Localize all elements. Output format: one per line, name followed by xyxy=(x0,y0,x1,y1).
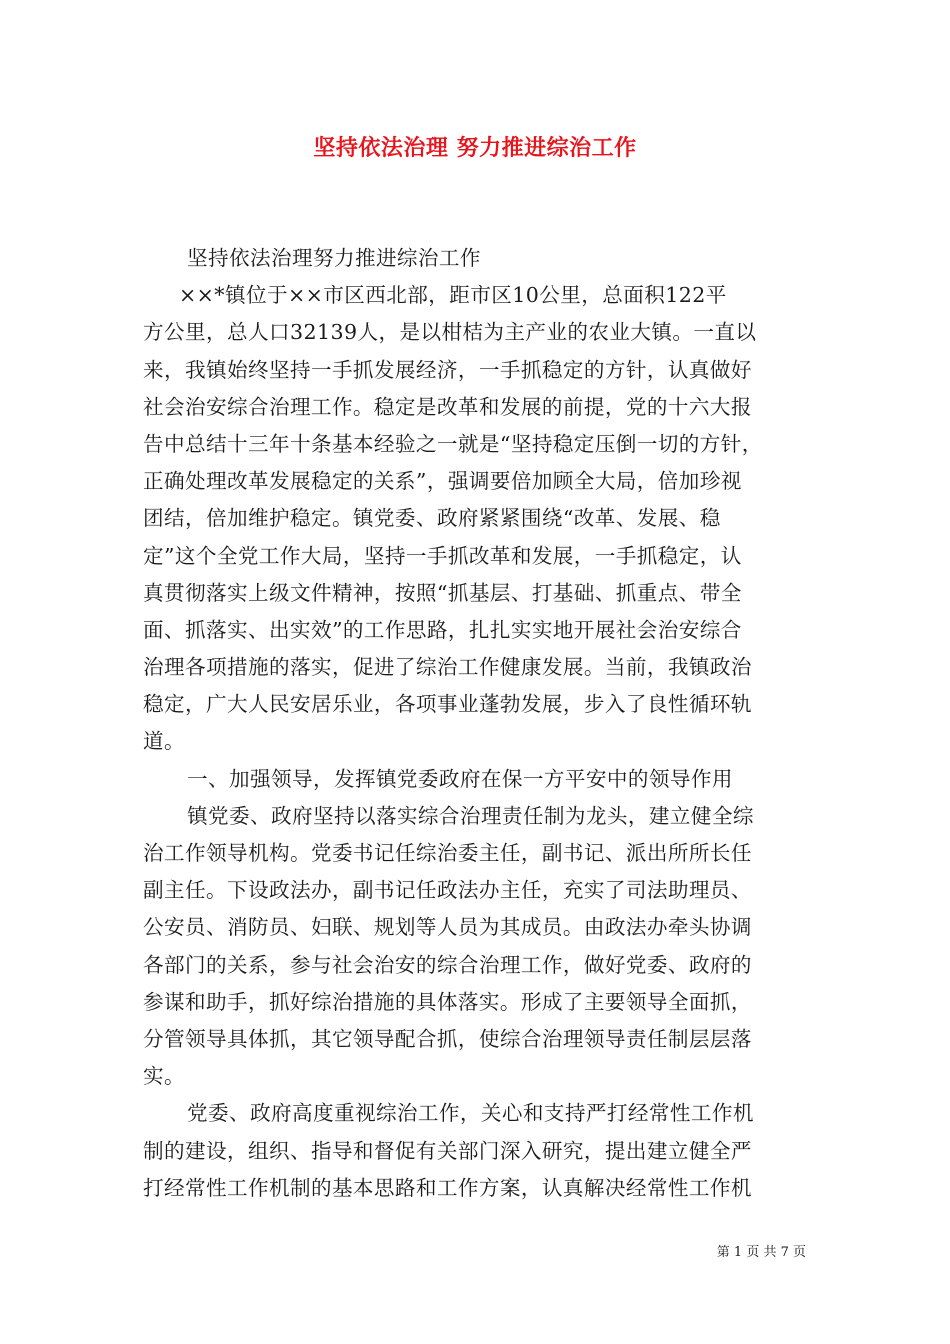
document-title: 坚持依法治理 努力推进综治工作 xyxy=(313,135,637,161)
paragraph-line: 公安员、消防员、妇联、规划等人员为其成员。由政法办牵头协调 xyxy=(143,915,752,940)
page-footer: 第 1 页 共 7 页 xyxy=(716,1245,806,1260)
paragraph-line: 来，我镇始终坚持一手抓发展经济，一手抓稳定的方针，认真做好 xyxy=(143,357,752,382)
paragraph-line: 参谋和助手，抓好综治措施的具体落实。形成了主要领导全面抓， xyxy=(143,989,752,1014)
paragraph-line: 党委、政府高度重视综治工作，关心和支持严打经常性工作机 xyxy=(187,1101,754,1126)
paragraph-line: 道。 xyxy=(143,729,185,754)
paragraph-line: 镇党委、政府坚持以落实综合治理责任制为龙头，建立健全综 xyxy=(187,803,754,828)
paragraph-line: 正确处理改革发展稳定的关系”，强调要倍加顾全大局，倍加珍视 xyxy=(143,469,742,494)
document-body xyxy=(143,240,809,1207)
paragraph-line: ××*镇位于××市区西北部，距市区10公里，总面积122平 xyxy=(179,283,727,308)
paragraph-line: 真贯彻落实上级文件精神，按照“抓基层、打基础、抓重点、带全 xyxy=(143,580,742,605)
paragraph-line: 面、抓落实、出实效”的工作思路，扎扎实实地开展社会治安综合 xyxy=(143,617,742,642)
paragraph-line: 定”这个全党工作大局，坚持一手抓改革和发展，一手抓稳定，认 xyxy=(143,543,742,568)
subtitle-line: 坚持依法治理努力推进综治工作 xyxy=(187,246,481,270)
paragraph-line: 稳定，广大人民安居乐业，各项事业蓬勃发展，步入了良性循环轨 xyxy=(143,692,752,717)
paragraph-line: 团结，倍加维护稳定。镇党委、政府紧紧围绕“改革、发展、稳 xyxy=(143,506,721,531)
paragraph-line: 各部门的关系，参与社会治安的综合治理工作，做好党委、政府的 xyxy=(143,952,752,977)
section-heading: 一、加强领导，发挥镇党委政府在保一方平安中的领导作用 xyxy=(187,766,733,791)
paragraph-line: 分管领导具体抓，其它领导配合抓，使综合治理领导责任制层层落 xyxy=(143,1026,752,1051)
paragraph-line: 方公里，总人口32139人，是以柑桔为主产业的农业大镇。一直以 xyxy=(143,320,757,345)
paragraph-line: 打经常性工作机制的基本思路和工作方案，认真解决经常性工作机 xyxy=(143,1175,752,1200)
paragraph-line: 实。 xyxy=(143,1064,185,1089)
paragraph-line: 副主任。下设政法办，副书记任政法办主任，充实了司法助理员、 xyxy=(143,878,752,903)
paragraph-line: 社会治安综合治理工作。稳定是改革和发展的前提，党的十六大报 xyxy=(143,394,752,419)
paragraph-line: 制的建设，组织、指导和督促有关部门深入研究，提出建立健全严 xyxy=(143,1138,752,1163)
paragraph-line: 治工作领导机构。党委书记任综治委主任，副书记、派出所所长任 xyxy=(143,841,752,865)
paragraph-line: 治理各项措施的落实，促进了综治工作健康发展。当前，我镇政治 xyxy=(143,655,752,680)
paragraph-line: 告中总结十三年十条基本经验之一就是“坚持稳定压倒一切的方针， xyxy=(143,431,763,456)
